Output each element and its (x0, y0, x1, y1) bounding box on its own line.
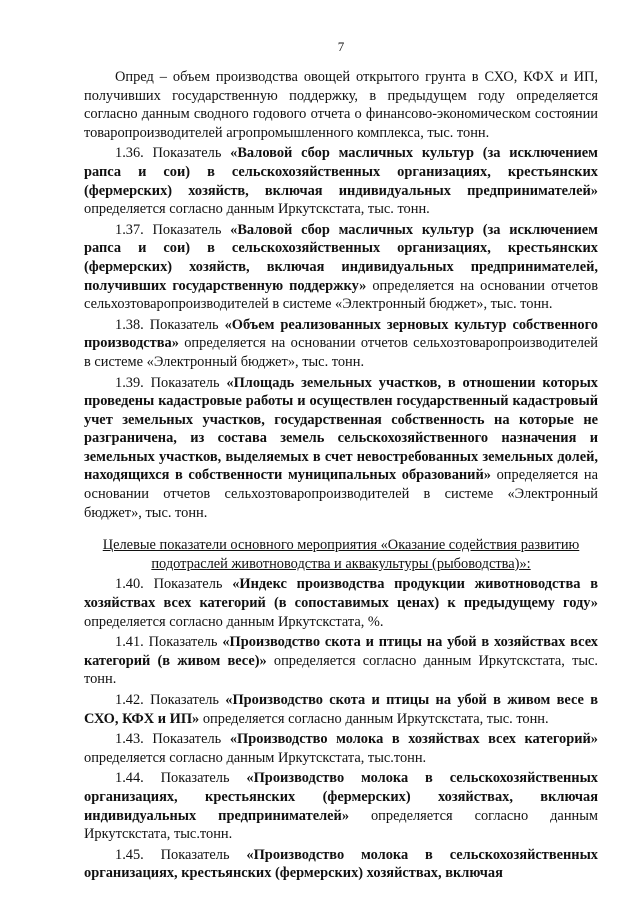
indicator-title: «Производство скота и птицы на убой в живом весе в СХО, КФХ и ИП» (84, 692, 598, 727)
indicator-number: 1.40. Показатель (115, 576, 233, 593)
indicator-number: 1.37. Показатель (115, 221, 231, 238)
paragraph (84, 846, 598, 883)
paragraph (84, 374, 598, 523)
indicator-description: определяется на основании отчетов сельхозтоваропроизводителей в системе «Электронный бюджет», тыс. тонн. (84, 467, 598, 521)
indicator-number: 1.43. Показатель (115, 731, 230, 748)
paragraph (84, 68, 598, 142)
indicator-title: «Площадь земельных участков, в отношении которых проведены кадастровые работы и осуществлен государственный кадастровый учет земельных участков, государственная собственность на которые не разграничена, из состава земель сельскохозяйственного назначения и земельных участков, выделяемых в счет невостребованных земельных долей, находящихся в собственности муниципальных образований» (84, 374, 598, 484)
paragraph-group-crops (84, 68, 598, 522)
indicator-description: определяется согласно данным Иркутскстата, тыс. тонн. (199, 710, 549, 727)
indicator-number: 1.44. Показатель (115, 770, 247, 787)
indicator-title: «Индекс производства продукции животноводства в хозяйствах всех категорий (в сопоставимых ценах) к предыдущему году» (84, 576, 598, 612)
paragraph (84, 633, 598, 689)
indicator-title: «Производство молока в сельскохозяйственных организациях, крестьянских (фермерских) хозяйствах, включая индивидуальных предпринимателей» (84, 770, 598, 824)
paragraph (84, 144, 598, 218)
paragraph (84, 769, 598, 843)
indicator-description: определяется согласно данным Иркутскстата, тыс. тонн. (84, 201, 430, 218)
indicator-number: 1.41. Показатель (115, 634, 223, 651)
indicator-number: 1.38. Показатель (115, 316, 225, 333)
indicator-description: определяется согласно данным Иркутскстата, %. (84, 613, 384, 630)
indicator-title: «Объем реализованных зерновых культур собственного производства» (84, 316, 598, 352)
indicator-description: определяется согласно данным Иркутскстата, тыс. тонн. (84, 652, 599, 688)
indicator-number: 1.39. Показатель (115, 374, 227, 391)
paragraph (84, 316, 598, 372)
indicator-description: определяется на основании отчетов сельхозтоваропроизводителей в системе «Электронный бюджет», тыс. тонн. (84, 277, 598, 313)
indicator-title: «Валовой сбор масличных культур (за исключением рапса и сои) в сельскохозяйственных организациях, крестьянских (фермерских) хозяйств, включая индивидуальных предпринимателей, получивших государственную поддержку» (84, 221, 598, 294)
indicator-title: «Производство молока в хозяйствах всех категорий» (229, 731, 598, 748)
indicator-title: «Валовой сбор масличных культур (за исключением рапса и сои) в сельскохозяйственных организациях, крестьянских (фермерских) хозяйств, включая индивидуальных предпринимателей» (84, 145, 598, 199)
page-number: 7 (337, 39, 345, 54)
document-body (84, 68, 598, 885)
section-heading: Целевые показатели основного мероприятия «Оказание содействия развитию подотраслей животноводства и аквакультуры (рыбоводства)»: (102, 537, 580, 572)
paragraph (84, 691, 598, 728)
indicator-number: 1.45. Показатель (115, 846, 247, 863)
paragraph (84, 575, 598, 631)
indicator-title: «Производство скота и птицы на убой в хозяйствах всех категорий (в живом весе)» (84, 634, 598, 669)
indicator-description: определяется согласно данным Иркутскстата, тыс.тонн. (84, 807, 598, 843)
paragraph-group-livestock (84, 575, 598, 883)
paragraph (84, 221, 598, 314)
indicator-number: 1.36. Показатель (115, 145, 231, 162)
indicator-description: определяется согласно данным Иркутскстата, тыс.тонн. (84, 749, 427, 766)
document-page (84, 0, 598, 900)
indicator-description: определяется на основании отчетов сельхозтоваропроизводителей в системе «Электронный бюджет», тыс. тонн. (84, 335, 598, 370)
indicator-title: «Производство молока в сельскохозяйственных организациях, крестьянских (фермерских) хозяйствах, включая (84, 846, 598, 882)
paragraph-text: Опред – объем производства овощей открытого грунта в СХО, КФХ и ИП, получивших государственную поддержку, в предыдущем году определяется согласно данным сводного годового отчета о финансово-экономическом состоянии товаропроизводителей агропромышленного комплекса, тыс. тонн. (84, 69, 598, 141)
paragraph (84, 730, 598, 767)
indicator-number: 1.42. Показатель (115, 692, 226, 708)
